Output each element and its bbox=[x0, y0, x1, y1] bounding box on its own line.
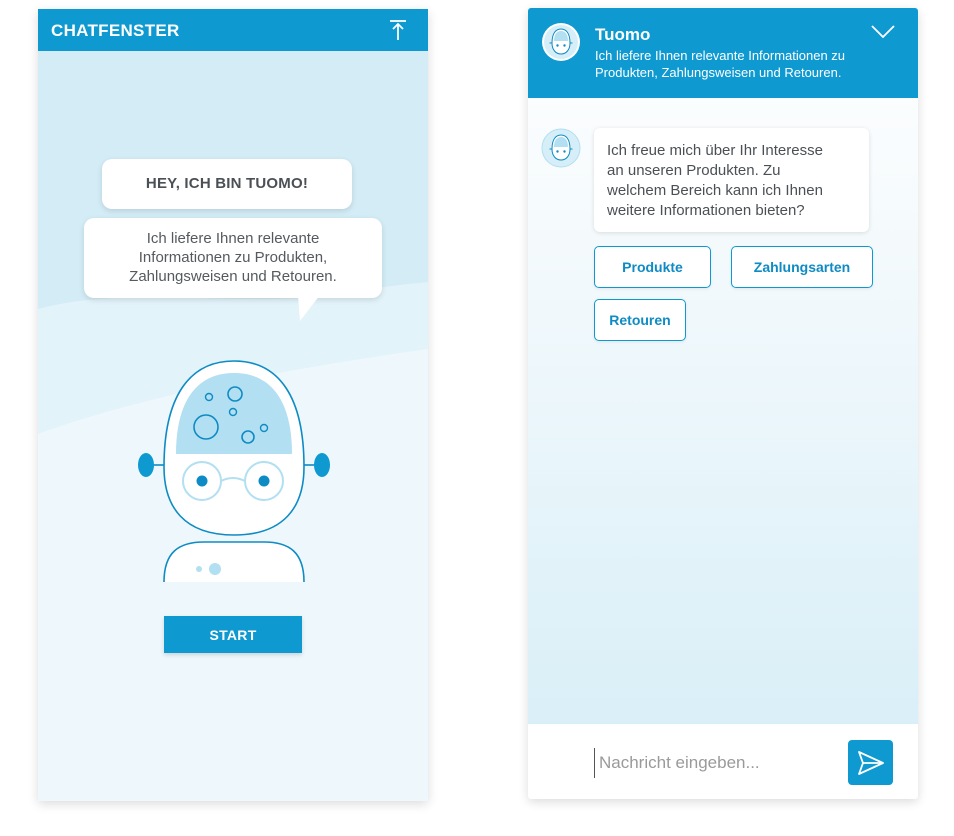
quick-reply-zahlungsarten[interactable]: Zahlungsarten bbox=[731, 246, 873, 288]
message-input[interactable] bbox=[594, 748, 841, 778]
intro-line: Zahlungsweisen und Retouren. bbox=[129, 268, 337, 285]
intro-line: Informationen zu Produkten, bbox=[138, 249, 328, 266]
speech-bubble-tail bbox=[296, 295, 324, 325]
bot-description bbox=[595, 47, 895, 81]
chevron-down-icon[interactable] bbox=[870, 23, 896, 41]
intro-line: Ich liefere Ihnen relevante bbox=[146, 230, 320, 247]
bot-description-line: Produkten, Zahlungsweisen und Retouren. bbox=[595, 65, 842, 80]
bot-avatar-icon bbox=[541, 22, 581, 62]
message-line: welchem Bereich kann ich Ihnen bbox=[607, 182, 823, 199]
bot-name: Tuomo bbox=[595, 25, 651, 44]
chat-window-start bbox=[38, 9, 428, 801]
chat-window-conversation bbox=[528, 8, 918, 799]
message-line: an unseren Produkten. Zu bbox=[607, 162, 781, 179]
greeting-bubble bbox=[102, 159, 352, 209]
send-button[interactable] bbox=[848, 740, 893, 785]
chat-header bbox=[38, 9, 428, 51]
send-icon bbox=[857, 750, 885, 776]
chat-window-title: CHATFENSTER bbox=[51, 21, 180, 40]
message-line: weitere Informationen bieten? bbox=[607, 202, 805, 219]
quick-reply-produkte[interactable]: Produkte bbox=[594, 246, 711, 288]
bot-description-line: Ich liefere Ihnen relevante Informationen zu bbox=[595, 48, 846, 63]
intro-bubble bbox=[84, 218, 382, 298]
robot-mascot-icon bbox=[134, 357, 334, 587]
message-line: Ich freue mich über Ihr Interesse bbox=[607, 142, 823, 159]
greeting-text: HEY, ICH BIN TUOMO! bbox=[145, 175, 309, 192]
bot-avatar-icon bbox=[541, 128, 581, 168]
bot-message-bubble bbox=[594, 128, 869, 232]
message-input-bar bbox=[528, 724, 918, 799]
quick-reply-retouren[interactable]: Retouren bbox=[594, 299, 686, 341]
start-button[interactable]: START bbox=[164, 616, 302, 653]
arrow-up-bar-icon[interactable] bbox=[386, 18, 410, 42]
chat-header bbox=[528, 8, 918, 98]
